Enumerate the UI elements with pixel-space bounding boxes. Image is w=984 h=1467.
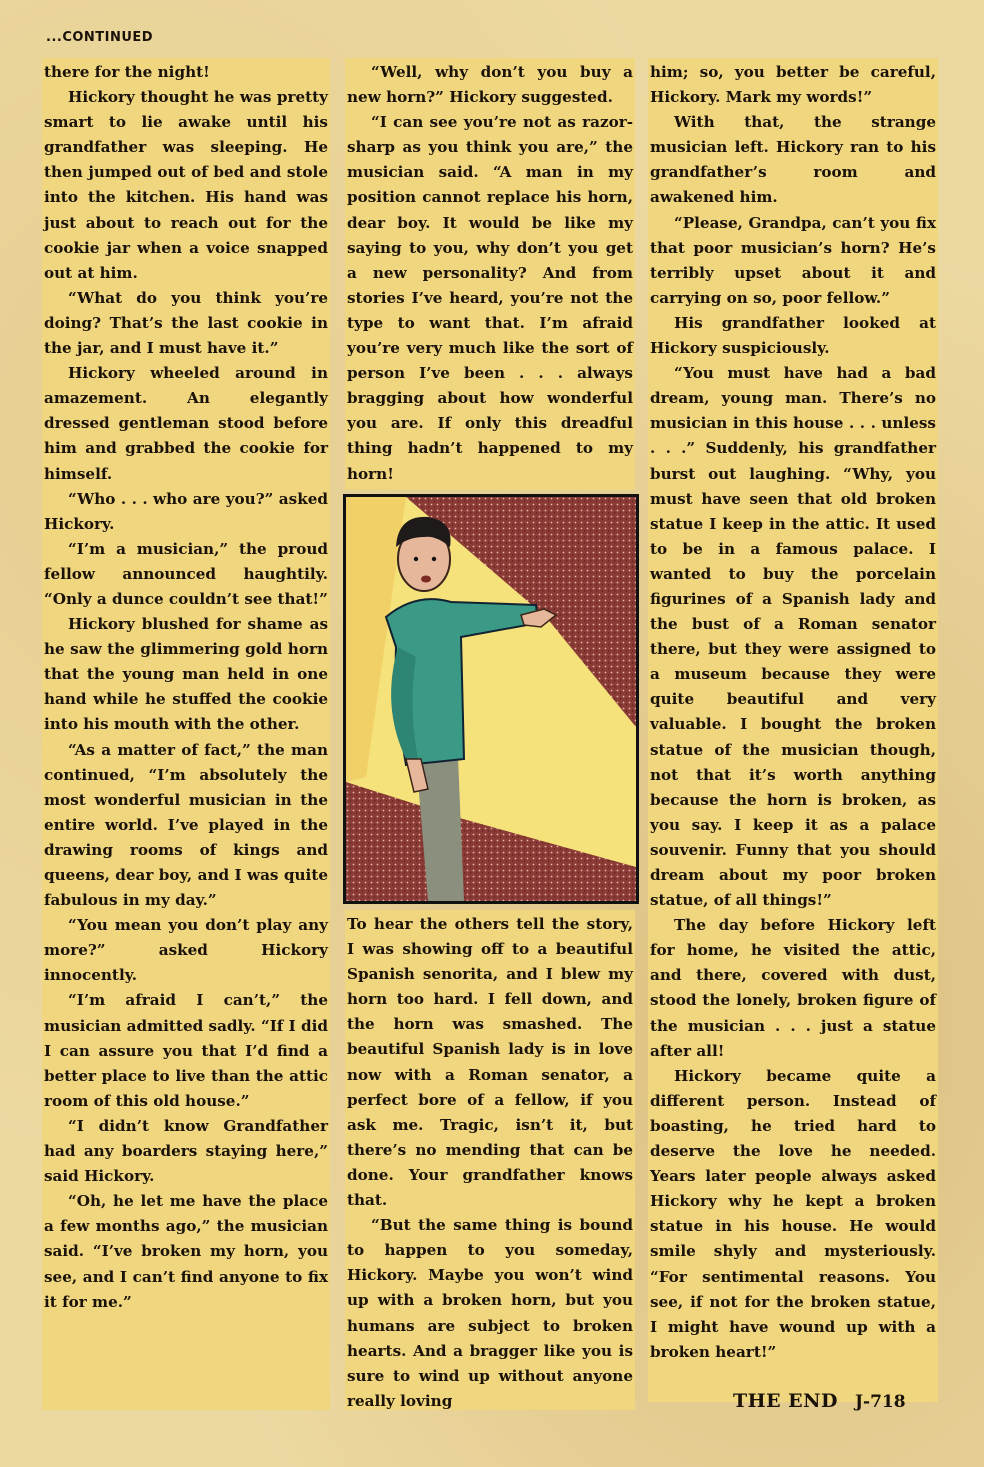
paragraph: “Please, Grandpa, can’t you fix that poor musician’s horn? He’s terribly upset about it and carrying on so, poor fellow.”	[650, 213, 936, 307]
text-column-1	[42, 58, 330, 1410]
paragraph: With that, the strange musician left. Hickory ran to his grandfather’s room and awakened him.	[650, 113, 936, 207]
paragraph: “What do you think you’re doing? That’s the last cookie in the jar, and I must have it.”	[44, 288, 328, 358]
boy-pointing-illustration	[346, 497, 636, 901]
comic-panel-illustration	[343, 494, 639, 904]
paragraph: “As a matter of fact,” the man continued, “I’m absolutely the most wonderful musician in the entire world. I’ve played in the drawing rooms of kings and queens, dear boy, and I was quite fabulous in my day.”	[44, 740, 328, 910]
paragraph: “I’m afraid I can’t,” the musician admitted sadly. “If I did I can assure you that I’d find a better place to live than the attic room of this old house.”	[44, 991, 329, 1110]
paragraph: there for the night!	[44, 63, 210, 81]
paragraph: Hickory blushed for shame as he saw the glimmering gold horn that the young man held in one hand while he stuffed the cookie into his mouth with the other.	[44, 615, 328, 734]
paragraph: “I can see you’re not as razor-sharp as you think you are,” the musician said. “A man in my position cannot replace his horn, dear boy. It would be like my saying to you, why don’t you get a new personality? And from stories I’ve heard, you’re not the type to want that. I’m afraid you’re very much like the sort of person I’ve been . . . always bragging about how wonderful you are. If only this dreadful thing hadn’t happened to my horn!	[347, 113, 633, 483]
paragraph: His grandfather looked at Hickory suspiciously.	[650, 313, 936, 358]
paragraph: “Well, why don’t you buy a new horn?” Hickory suggested.	[347, 63, 633, 107]
paragraph: “Who . . . who are you?” asked Hickory.	[44, 489, 328, 533]
paragraph: “Oh, he let me have the place a few months ago,” the musician said. “I’ve broken my horn, you see, and I can’t find anyone to fix it for me.”	[44, 1192, 328, 1311]
text-column-3	[648, 58, 938, 1402]
paragraph: Hickory thought he was pretty smart to lie awake until his grandfather was sleeping. He then jumped out of bed and stole into the kitchen. His hand was just about to reach out for the cookie jar when a voice snapped out at him.	[44, 88, 328, 282]
paragraph: “You must have had a bad dream, young man. There’s no musician in this house . . . unless . . .” Suddenly, his grandfather burst out laughing. “Why, you must have seen that old broken statue I keep in the attic. It used to be in a famous palace. I wanted to buy the porcelain figurines of a Spanish lady and the bust of a Roman senator there, but they were assigned to a museum because they were quite beautiful and very valuable. I bought the broken statue of the musician though, not that it’s worth anything because the horn is broken, as you say. I keep it as a palace souvenir. Funny that you should dream about my poor broken statue, of all things!”	[650, 364, 936, 910]
boy-eye-right	[432, 557, 436, 561]
text-column-2-bottom	[345, 910, 635, 1410]
paragraph: Hickory wheeled around in amazement. An elegantly dressed gentleman stood before him and grabbed the cookie for himself.	[44, 364, 328, 483]
paragraph: “I didn’t know Grandfather had any boarders staying here,” said Hickory.	[44, 1116, 328, 1186]
paragraph: “You mean you don’t play any more?” asked Hickory innocently.	[44, 916, 328, 985]
paragraph: “But the same thing is bound to happen to you someday, Hickory. Maybe you won’t wind up with a broken horn, but you humans are subject to broken hearts. And a bragger like you is sure to wind up without anyone really loving	[347, 1216, 633, 1410]
paragraph: Hickory became quite a different person. Instead of boasting, he tried hard to deserve the love he needed. Years later people always asked Hickory why he kept a broken statue in his house. He would smile shyly and mysteriously. “For sentimental reasons. You see, if not for the broken statue, I might have wound up with a broken heart!”	[650, 1066, 936, 1361]
the-end-label: THE END	[733, 1390, 839, 1412]
text-column-2-top	[345, 58, 635, 490]
story-code: J-718	[855, 1392, 906, 1412]
paragraph: him; so, you better be careful, Hickory. Mark my words!”	[650, 63, 936, 107]
boy-eye-left	[414, 557, 418, 561]
paragraph: The day before Hickory left for home, he visited the attic, and there, covered with dust, stood the lonely, broken figure of the musician . . . just a statue after all!	[650, 916, 936, 1060]
paragraph: “I’m a musician,” the proud fellow announced haughtily. “Only a dunce couldn’t see that!”	[44, 539, 328, 608]
continued-label: ...CONTINUED	[46, 30, 154, 45]
paragraph: To hear the others tell the story, I was showing off to a beautiful Spanish senorita, and I blew my horn too hard. I fell down, and the horn was smashed. The beautiful Spanish lady is in love now with a Roman senator, a perfect bore of a fellow, if you ask me. Tragic, isn’t it, but there’s no mending that can be done. Your grandfather knows that.	[347, 915, 633, 1210]
boy-mouth	[421, 576, 431, 583]
